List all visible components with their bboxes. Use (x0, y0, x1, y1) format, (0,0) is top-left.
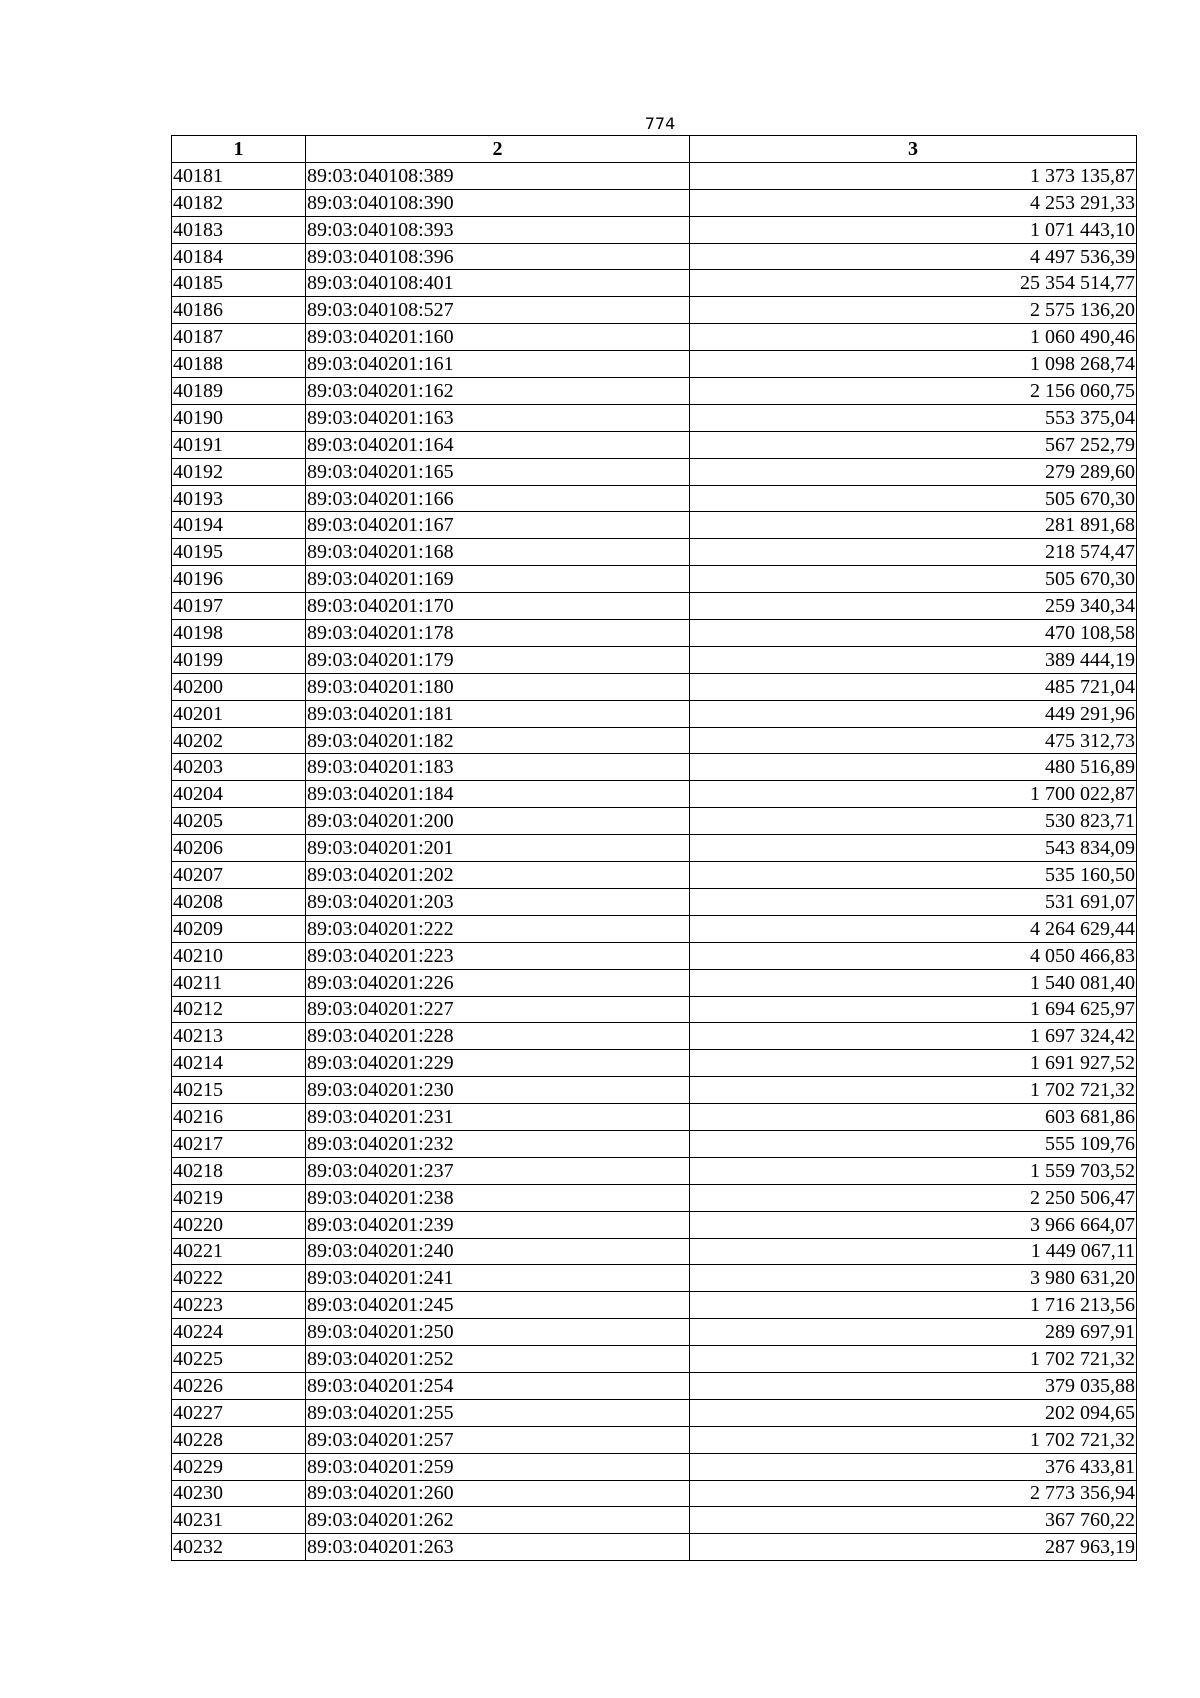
table-row (172, 1130, 1137, 1157)
row-number-cell: 40189 (172, 378, 306, 405)
table-row (172, 1184, 1137, 1211)
row-number-cell: 40203 (172, 754, 306, 781)
table-row (172, 942, 1137, 969)
table-row (172, 458, 1137, 485)
table-row (172, 888, 1137, 915)
cadastral-value-cell: 1 060 490,46 (690, 324, 1137, 351)
table-row (172, 404, 1137, 431)
table-row (172, 1399, 1137, 1426)
column-header-cadastral-number: 2 (306, 136, 690, 163)
cadastral-value-cell: 531 691,07 (690, 888, 1137, 915)
row-number-cell: 40183 (172, 216, 306, 243)
row-number-cell: 40197 (172, 593, 306, 620)
cadastral-number-cell: 89:03:040201:240 (306, 1238, 690, 1265)
row-number-cell: 40187 (172, 324, 306, 351)
row-number-cell: 40208 (172, 888, 306, 915)
table-row (172, 1534, 1137, 1561)
row-number-cell: 40214 (172, 1050, 306, 1077)
row-number-cell: 40225 (172, 1346, 306, 1373)
cadastral-value-cell: 480 516,89 (690, 754, 1137, 781)
table-row (172, 673, 1137, 700)
row-number-cell: 40199 (172, 646, 306, 673)
cadastral-value-cell: 25 354 514,77 (690, 270, 1137, 297)
cadastral-number-cell: 89:03:040201:232 (306, 1130, 690, 1157)
table-row (172, 646, 1137, 673)
cadastral-number-cell: 89:03:040201:252 (306, 1346, 690, 1373)
cadastral-value-cell: 259 340,34 (690, 593, 1137, 620)
table-row (172, 1050, 1137, 1077)
row-number-cell: 40217 (172, 1130, 306, 1157)
table-row (172, 485, 1137, 512)
row-number-cell: 40190 (172, 404, 306, 431)
row-number-cell: 40186 (172, 297, 306, 324)
cadastral-value-cell: 530 823,71 (690, 808, 1137, 835)
cadastral-number-cell: 89:03:040201:201 (306, 835, 690, 862)
table-header (172, 136, 1137, 163)
table-row (172, 1319, 1137, 1346)
cadastral-number-cell: 89:03:040201:257 (306, 1426, 690, 1453)
table-row (172, 378, 1137, 405)
cadastral-value-cell: 279 289,60 (690, 458, 1137, 485)
cadastral-value-cell: 3 980 631,20 (690, 1265, 1137, 1292)
cadastral-number-cell: 89:03:040108:393 (306, 216, 690, 243)
cadastral-value-cell: 543 834,09 (690, 835, 1137, 862)
row-number-cell: 40227 (172, 1399, 306, 1426)
table-row (172, 162, 1137, 189)
table-row (172, 216, 1137, 243)
row-number-cell: 40195 (172, 539, 306, 566)
cadastral-value-cell: 2 575 136,20 (690, 297, 1137, 324)
row-number-cell: 40182 (172, 189, 306, 216)
cadastral-number-cell: 89:03:040201:241 (306, 1265, 690, 1292)
cadastral-number-cell: 89:03:040201:182 (306, 727, 690, 754)
table-row (172, 1157, 1137, 1184)
cadastral-value-cell: 1 098 268,74 (690, 351, 1137, 378)
cadastral-number-cell: 89:03:040201:168 (306, 539, 690, 566)
cadastral-number-cell: 89:03:040201:239 (306, 1211, 690, 1238)
row-number-cell: 40192 (172, 458, 306, 485)
cadastral-value-cell: 1 702 721,32 (690, 1346, 1137, 1373)
row-number-cell: 40181 (172, 162, 306, 189)
table-row (172, 593, 1137, 620)
cadastral-number-cell: 89:03:040201:203 (306, 888, 690, 915)
cadastral-number-cell: 89:03:040201:237 (306, 1157, 690, 1184)
table-row (172, 781, 1137, 808)
row-number-cell: 40229 (172, 1453, 306, 1480)
row-number-cell: 40221 (172, 1238, 306, 1265)
cadastral-value-cell: 287 963,19 (690, 1534, 1137, 1561)
cadastral-value-cell: 389 444,19 (690, 646, 1137, 673)
cadastral-number-cell: 89:03:040201:222 (306, 915, 690, 942)
cadastral-value-cell: 2 773 356,94 (690, 1480, 1137, 1507)
row-number-cell: 40185 (172, 270, 306, 297)
cadastral-number-cell: 89:03:040201:229 (306, 1050, 690, 1077)
table-row (172, 351, 1137, 378)
table-row (172, 297, 1137, 324)
row-number-cell: 40193 (172, 485, 306, 512)
cadastral-value-cell: 1 702 721,32 (690, 1426, 1137, 1453)
cadastral-value-cell: 379 035,88 (690, 1372, 1137, 1399)
cadastral-value-cell: 4 050 466,83 (690, 942, 1137, 969)
cadastral-number-cell: 89:03:040201:259 (306, 1453, 690, 1480)
cadastral-number-cell: 89:03:040201:238 (306, 1184, 690, 1211)
row-number-cell: 40220 (172, 1211, 306, 1238)
cadastral-number-cell: 89:03:040201:183 (306, 754, 690, 781)
cadastral-number-cell: 89:03:040201:179 (306, 646, 690, 673)
table-row (172, 1507, 1137, 1534)
cadastral-number-cell: 89:03:040108:389 (306, 162, 690, 189)
table-row (172, 1265, 1137, 1292)
cadastral-number-cell: 89:03:040201:165 (306, 458, 690, 485)
cadastral-value-table (171, 135, 1137, 1561)
table-row (172, 969, 1137, 996)
row-number-cell: 40191 (172, 431, 306, 458)
row-number-cell: 40219 (172, 1184, 306, 1211)
table-row (172, 754, 1137, 781)
cadastral-number-cell: 89:03:040201:254 (306, 1372, 690, 1399)
row-number-cell: 40188 (172, 351, 306, 378)
cadastral-value-cell: 281 891,68 (690, 512, 1137, 539)
cadastral-number-cell: 89:03:040201:245 (306, 1292, 690, 1319)
table-row (172, 1238, 1137, 1265)
table-row (172, 566, 1137, 593)
cadastral-number-cell: 89:03:040201:250 (306, 1319, 690, 1346)
row-number-cell: 40212 (172, 996, 306, 1023)
table-row (172, 243, 1137, 270)
table-row (172, 1077, 1137, 1104)
cadastral-value-cell: 535 160,50 (690, 862, 1137, 889)
cadastral-value-cell: 1 691 927,52 (690, 1050, 1137, 1077)
cadastral-value-cell: 603 681,86 (690, 1104, 1137, 1131)
row-number-cell: 40213 (172, 1023, 306, 1050)
cadastral-number-cell: 89:03:040201:162 (306, 378, 690, 405)
table-body (172, 162, 1137, 1560)
cadastral-value-cell: 1 716 213,56 (690, 1292, 1137, 1319)
cadastral-number-cell: 89:03:040201:230 (306, 1077, 690, 1104)
cadastral-value-cell: 1 702 721,32 (690, 1077, 1137, 1104)
table-row (172, 1453, 1137, 1480)
table-row (172, 189, 1137, 216)
row-number-cell: 40201 (172, 700, 306, 727)
table-row (172, 1211, 1137, 1238)
cadastral-number-cell: 89:03:040201:160 (306, 324, 690, 351)
table-row (172, 1426, 1137, 1453)
cadastral-value-cell: 376 433,81 (690, 1453, 1137, 1480)
cadastral-number-cell: 89:03:040201:226 (306, 969, 690, 996)
table-row (172, 835, 1137, 862)
row-number-cell: 40194 (172, 512, 306, 539)
cadastral-number-cell: 89:03:040201:180 (306, 673, 690, 700)
cadastral-value-cell: 1 540 081,40 (690, 969, 1137, 996)
cadastral-number-cell: 89:03:040201:166 (306, 485, 690, 512)
cadastral-value-cell: 470 108,58 (690, 620, 1137, 647)
cadastral-value-cell: 485 721,04 (690, 673, 1137, 700)
cadastral-number-cell: 89:03:040201:184 (306, 781, 690, 808)
cadastral-number-cell: 89:03:040108:527 (306, 297, 690, 324)
cadastral-number-cell: 89:03:040201:167 (306, 512, 690, 539)
table-row (172, 620, 1137, 647)
row-number-cell: 40207 (172, 862, 306, 889)
table-row (172, 1480, 1137, 1507)
row-number-cell: 40228 (172, 1426, 306, 1453)
table-header-row (172, 136, 1137, 163)
cadastral-value-cell: 1 449 067,11 (690, 1238, 1137, 1265)
table-row (172, 512, 1137, 539)
table-row (172, 808, 1137, 835)
table-row (172, 1023, 1137, 1050)
table-row (172, 539, 1137, 566)
cadastral-value-cell: 449 291,96 (690, 700, 1137, 727)
row-number-cell: 40196 (172, 566, 306, 593)
table-row (172, 324, 1137, 351)
cadastral-value-cell: 4 497 536,39 (690, 243, 1137, 270)
cadastral-number-cell: 89:03:040201:202 (306, 862, 690, 889)
row-number-cell: 40216 (172, 1104, 306, 1131)
row-number-cell: 40226 (172, 1372, 306, 1399)
row-number-cell: 40198 (172, 620, 306, 647)
cadastral-number-cell: 89:03:040201:223 (306, 942, 690, 969)
row-number-cell: 40231 (172, 1507, 306, 1534)
row-number-cell: 40210 (172, 942, 306, 969)
table-row (172, 915, 1137, 942)
cadastral-value-cell: 1 559 703,52 (690, 1157, 1137, 1184)
cadastral-number-cell: 89:03:040201:262 (306, 1507, 690, 1534)
row-number-cell: 40218 (172, 1157, 306, 1184)
cadastral-number-cell: 89:03:040201:169 (306, 566, 690, 593)
cadastral-number-cell: 89:03:040201:231 (306, 1104, 690, 1131)
cadastral-value-cell: 367 760,22 (690, 1507, 1137, 1534)
cadastral-value-cell: 289 697,91 (690, 1319, 1137, 1346)
cadastral-number-cell: 89:03:040201:161 (306, 351, 690, 378)
table-row (172, 270, 1137, 297)
column-header-value: 3 (690, 136, 1137, 163)
cadastral-number-cell: 89:03:040201:178 (306, 620, 690, 647)
table-row (172, 700, 1137, 727)
row-number-cell: 40215 (172, 1077, 306, 1104)
cadastral-value-cell: 555 109,76 (690, 1130, 1137, 1157)
row-number-cell: 40222 (172, 1265, 306, 1292)
row-number-cell: 40200 (172, 673, 306, 700)
cadastral-value-cell: 218 574,47 (690, 539, 1137, 566)
row-number-cell: 40204 (172, 781, 306, 808)
cadastral-value-cell: 1 373 135,87 (690, 162, 1137, 189)
cadastral-number-cell: 89:03:040108:390 (306, 189, 690, 216)
cadastral-number-cell: 89:03:040201:170 (306, 593, 690, 620)
table-row (172, 431, 1137, 458)
cadastral-value-cell: 475 312,73 (690, 727, 1137, 754)
page-number: 774 (644, 114, 676, 133)
cadastral-number-cell: 89:03:040201:181 (306, 700, 690, 727)
row-number-cell: 40209 (172, 915, 306, 942)
column-header-number: 1 (172, 136, 306, 163)
row-number-cell: 40224 (172, 1319, 306, 1346)
row-number-cell: 40211 (172, 969, 306, 996)
cadastral-value-cell: 4 264 629,44 (690, 915, 1137, 942)
row-number-cell: 40202 (172, 727, 306, 754)
cadastral-value-cell: 4 253 291,33 (690, 189, 1137, 216)
cadastral-value-cell: 505 670,30 (690, 485, 1137, 512)
cadastral-number-cell: 89:03:040201:228 (306, 1023, 690, 1050)
table-row (172, 996, 1137, 1023)
table-row (172, 862, 1137, 889)
row-number-cell: 40184 (172, 243, 306, 270)
row-number-cell: 40232 (172, 1534, 306, 1561)
row-number-cell: 40223 (172, 1292, 306, 1319)
table-row (172, 1372, 1137, 1399)
cadastral-number-cell: 89:03:040201:255 (306, 1399, 690, 1426)
cadastral-number-cell: 89:03:040201:263 (306, 1534, 690, 1561)
cadastral-number-cell: 89:03:040201:200 (306, 808, 690, 835)
cadastral-value-cell: 2 250 506,47 (690, 1184, 1137, 1211)
cadastral-value-cell: 3 966 664,07 (690, 1211, 1137, 1238)
cadastral-number-cell: 89:03:040201:227 (306, 996, 690, 1023)
cadastral-value-cell: 553 375,04 (690, 404, 1137, 431)
cadastral-number-cell: 89:03:040108:401 (306, 270, 690, 297)
cadastral-value-cell: 505 670,30 (690, 566, 1137, 593)
cadastral-value-cell: 1 697 324,42 (690, 1023, 1137, 1050)
row-number-cell: 40205 (172, 808, 306, 835)
cadastral-value-cell: 202 094,65 (690, 1399, 1137, 1426)
cadastral-value-cell: 2 156 060,75 (690, 378, 1137, 405)
cadastral-number-cell: 89:03:040201:164 (306, 431, 690, 458)
cadastral-value-cell: 1 700 022,87 (690, 781, 1137, 808)
table-row (172, 1292, 1137, 1319)
table-row (172, 1346, 1137, 1373)
cadastral-value-cell: 1 694 625,97 (690, 996, 1137, 1023)
row-number-cell: 40206 (172, 835, 306, 862)
cadastral-value-cell: 567 252,79 (690, 431, 1137, 458)
row-number-cell: 40230 (172, 1480, 306, 1507)
table-row (172, 727, 1137, 754)
cadastral-number-cell: 89:03:040201:163 (306, 404, 690, 431)
cadastral-value-cell: 1 071 443,10 (690, 216, 1137, 243)
cadastral-number-cell: 89:03:040201:260 (306, 1480, 690, 1507)
table-row (172, 1104, 1137, 1131)
cadastral-number-cell: 89:03:040108:396 (306, 243, 690, 270)
